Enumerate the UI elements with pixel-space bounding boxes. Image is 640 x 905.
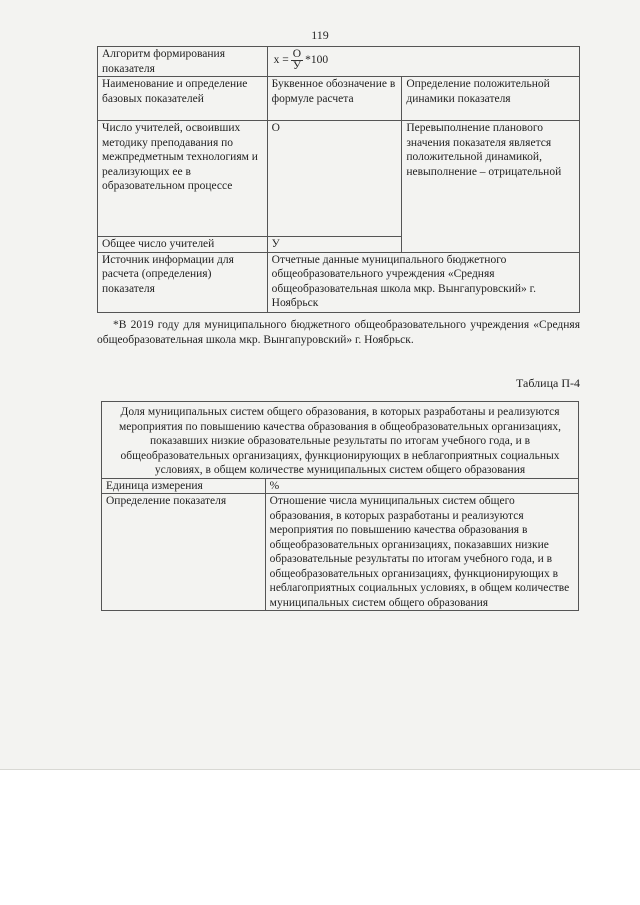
header-name: Наименование и определение базовых показателей <box>98 77 268 121</box>
dynamics-definition: Перевыполнение планового значения показателя является положительной динамикой, невыполнение – отрицательной <box>402 121 580 253</box>
teachers-total-name: Общее число учителей <box>98 237 268 253</box>
formula-denominator: У <box>292 60 302 72</box>
formula-fraction <box>291 49 303 72</box>
formula-multiplier: *100 <box>305 54 329 67</box>
header-dynamics: Определение положительной динамики показателя <box>402 77 580 121</box>
indicator-title: Доля муниципальных систем общего образования, в которых разработаны и реализуются мероприятия по повышению качества образования в общеобразовательных организациях, показавших низкие образовательные результаты по итогам учебного года, и в общеобразовательных организациях, функционирующих в неблагоприятных социальных условиях, в общем количестве муниципальных систем общего образования <box>102 402 579 479</box>
page-number: 119 <box>311 28 329 42</box>
table-title-row <box>102 402 579 479</box>
formula-lhs: х = <box>273 54 289 67</box>
formula-numerator: О <box>292 48 302 60</box>
table-row <box>98 47 580 77</box>
indicator-table-p4 <box>101 401 579 611</box>
table-header-row <box>98 77 580 121</box>
teachers-method-name: Число учителей, освоивших методику преподавания по межпредметным технологиям и реализующих ее в образовательном процессе <box>98 121 268 237</box>
algorithm-formula-cell <box>267 47 579 77</box>
table-row <box>98 252 580 312</box>
indicator-passport-table <box>97 46 580 313</box>
source-value: Отчетные данные муниципального бюджетного общеобразовательного учреждения «Средняя общеобразовательная школа мкр. Вынгапуровский» г. Ноябрьск <box>267 252 579 312</box>
definition-value: Отношение числа муниципальных систем общего образования, в которых разработаны и реализуются мероприятия по повышению качества образования в общеобразовательных организациях, показавших низкие образовательные результаты по итогам учебного года, и в общеобразовательных организациях, функционирующих в неблагоприятных социальных условиях, в общем количестве муниципальных систем общего образования <box>265 494 578 611</box>
table-row <box>102 494 579 611</box>
teachers-method-symbol: О <box>267 121 402 237</box>
unit-label: Единица измерения <box>102 478 266 494</box>
table-caption: Таблица П-4 <box>516 376 580 390</box>
formula <box>272 47 328 74</box>
unit-value: % <box>265 478 578 494</box>
definition-label: Определение показателя <box>102 494 266 611</box>
algorithm-label: Алгоритм формирования показателя <box>98 47 268 77</box>
teachers-total-symbol: У <box>267 237 402 253</box>
source-label: Источник информации для расчета (определения) показателя <box>98 252 268 312</box>
footnote: *В 2019 году для муниципального бюджетного общеобразовательного учреждения «Средняя общеобразовательная школа мкр. Вынгапуровский» г. Ноябрьск. <box>97 319 580 346</box>
table-row <box>98 121 580 237</box>
table-row <box>102 478 579 494</box>
header-symbol: Буквенное обозначение в формуле расчета <box>267 77 402 121</box>
